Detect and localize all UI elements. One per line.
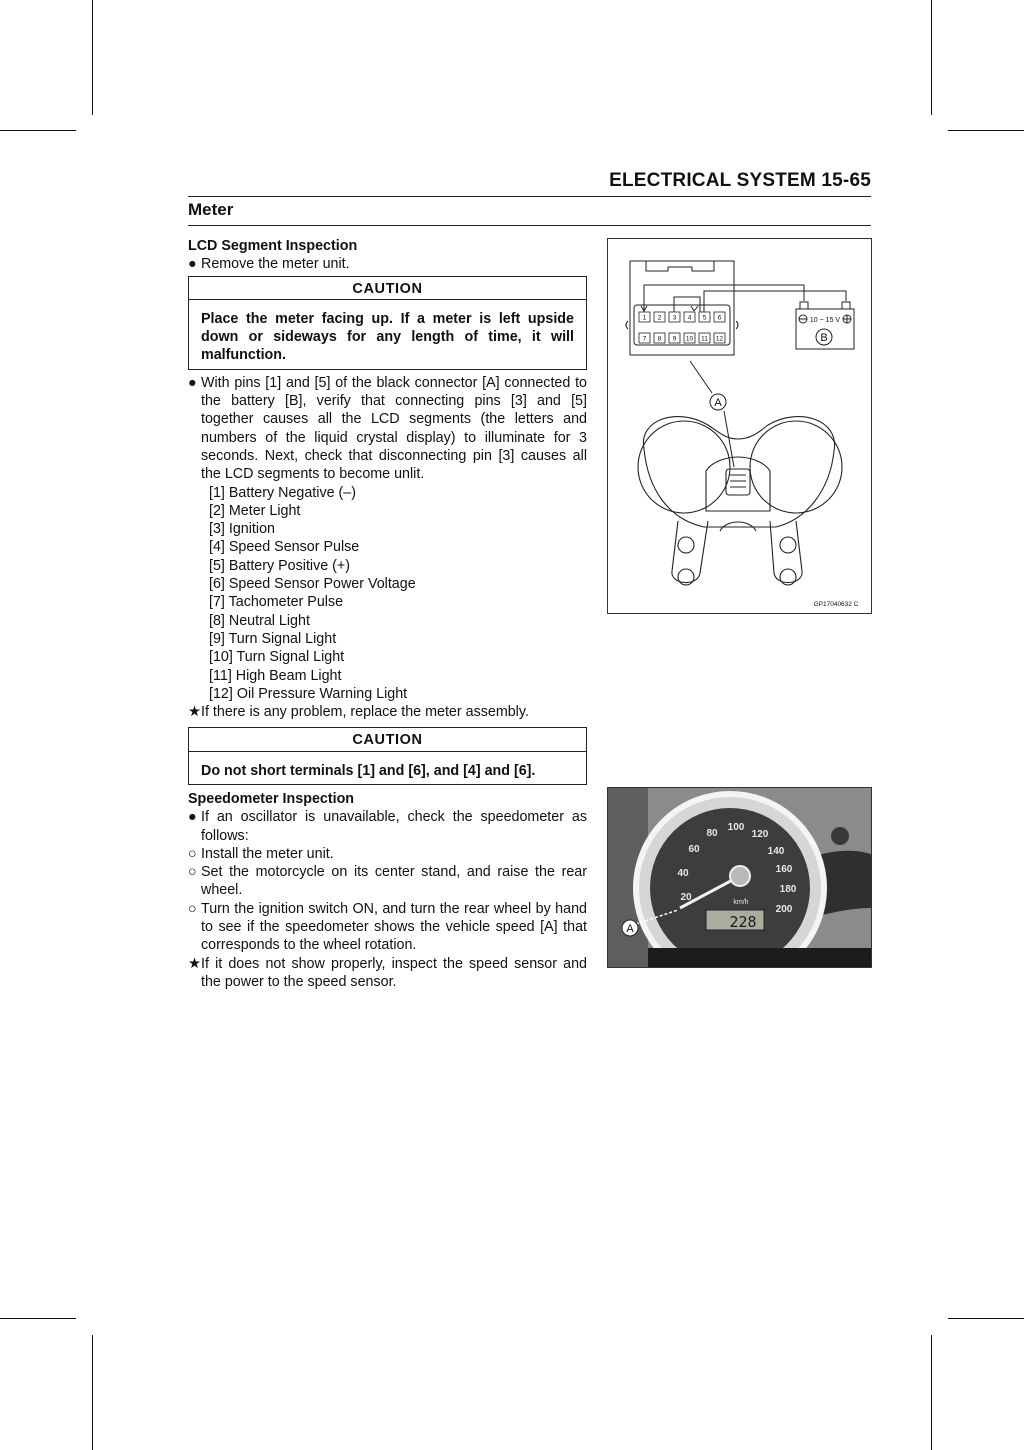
speedometer-photo xyxy=(608,788,871,967)
caution-label: CAUTION xyxy=(189,728,586,751)
lcd-step-1 xyxy=(188,255,587,273)
dial-number: 60 xyxy=(688,844,700,855)
crop-mark xyxy=(931,0,932,115)
lcd-step-3 xyxy=(188,703,587,721)
pin-item: [5] Battery Positive (+) xyxy=(209,557,351,574)
pin-number: 1 xyxy=(642,314,647,322)
pin-item: [6] Speed Sensor Power Voltage xyxy=(209,576,416,593)
bullet-marker: ● xyxy=(188,809,197,826)
crop-mark xyxy=(948,130,1024,131)
section-title: Meter xyxy=(188,200,234,219)
dial-number: 120 xyxy=(751,829,769,840)
pin-number: 4 xyxy=(687,314,692,322)
dial-number: 200 xyxy=(775,904,793,915)
pin-number: 11 xyxy=(701,335,708,343)
dial-number: 100 xyxy=(727,822,745,833)
pin-list xyxy=(188,484,587,704)
speedometer-inspection-section xyxy=(188,790,587,991)
speedometer-photo-figure xyxy=(607,787,872,968)
label-a: A xyxy=(714,397,722,409)
label-b: B xyxy=(820,332,828,344)
speedo-step-5-text: If it does not show properly, inspect the speed sensor and the power to the speed sensor. xyxy=(201,955,587,990)
lower-panel xyxy=(648,948,871,967)
crop-mark xyxy=(0,130,76,131)
circle-marker: ○ xyxy=(188,864,197,881)
pin-number: 8 xyxy=(657,335,662,343)
header-rule xyxy=(188,196,871,197)
pin-item: [8] Neutral Light xyxy=(209,612,310,629)
crop-mark xyxy=(0,1318,76,1319)
pin-item: [1] Battery Negative (–) xyxy=(209,484,357,501)
page-header-title: ELECTRICAL SYSTEM 15-65 xyxy=(609,170,871,191)
leader-line xyxy=(690,361,712,393)
caution-box-1 xyxy=(188,276,587,370)
caution-label: CAUTION xyxy=(189,277,586,300)
pin-item: [10] Turn Signal Light xyxy=(209,649,345,666)
dial-number: 140 xyxy=(767,846,785,857)
figure-code: GP17040632 C xyxy=(813,601,859,608)
pin-item: [7] Tachometer Pulse xyxy=(209,594,344,611)
connector-wiring-figure xyxy=(607,238,872,614)
wiring-diagram xyxy=(608,239,871,613)
speedo-step-4-text: Turn the ignition switch ON, and turn the rear wheel by hand to see if the speedometer shows the vehicle speed [A] that corresponds to the wheel rotation. xyxy=(201,900,587,954)
connector-pins xyxy=(639,312,725,343)
lcd-step-2 xyxy=(188,374,587,484)
caution-text: Place the meter facing up. If a meter is left upside down or sideways for any length of time, it will malfunction. xyxy=(201,310,574,364)
lcd-step-1-text: Remove the meter unit. xyxy=(201,256,350,273)
pin-number: 2 xyxy=(657,314,662,322)
lcd-step-2-text: With pins [1] and [5] of the black connector [A] connected to the battery [B], verify that connecting pins [3] and [5] together causes all the LCD segments (the letters and numbers of the liquid crystal display) to illuminate for 3 seconds. Next, check that disconnecting pin [3] causes all the LCD segments to become unlit. xyxy=(201,374,587,483)
pin-item: [9] Turn Signal Light xyxy=(209,630,337,647)
circle-marker: ○ xyxy=(188,845,197,862)
pin-item: [12] Oil Pressure Warning Light xyxy=(209,685,408,702)
speedo-step-1 xyxy=(188,808,587,845)
caution-text: Do not short terminals [1] and [6], and [4] and [6]. xyxy=(201,762,536,779)
crop-mark xyxy=(931,1335,932,1450)
lcd-step-3-text: If there is any problem, replace the meter assembly. xyxy=(201,704,529,721)
speedo-step-3-text: Set the motorcycle on its center stand, and raise the rear wheel. xyxy=(201,864,587,899)
needle-hub xyxy=(730,866,750,886)
speedo-step-2 xyxy=(188,845,587,863)
pin-number: 10 xyxy=(685,335,694,343)
pin-number: 5 xyxy=(702,314,707,322)
crop-mark xyxy=(92,0,93,115)
dial-number: 80 xyxy=(706,828,718,839)
pin-number: 3 xyxy=(672,314,677,322)
speedo-step-1-text: If an oscillator is unavailable, check the speedometer as follows: xyxy=(201,809,587,844)
speedo-heading: Speedometer Inspection xyxy=(188,791,355,807)
battery-voltage-label: 10 ~ 15 V xyxy=(809,317,841,324)
dial-number: 160 xyxy=(775,864,793,875)
speedo-step-2-text: Install the meter unit. xyxy=(201,845,334,862)
lcd-inspection-section xyxy=(188,237,587,789)
pin-item: [4] Speed Sensor Pulse xyxy=(209,539,360,556)
pin-number: 12 xyxy=(715,335,724,343)
star-marker: ★ xyxy=(188,955,201,972)
caution-box-2 xyxy=(188,727,587,785)
crop-mark xyxy=(92,1335,93,1450)
bolt-icon xyxy=(831,827,849,845)
speedo-step-3 xyxy=(188,863,587,900)
circle-marker: ○ xyxy=(188,900,197,917)
star-marker: ★ xyxy=(188,704,201,721)
jumper-wires xyxy=(641,285,846,312)
pin-number: 7 xyxy=(642,335,647,343)
bullet-marker: ● xyxy=(188,256,197,273)
speedo-step-4 xyxy=(188,900,587,955)
dial-number: 40 xyxy=(677,868,689,879)
speedo-step-5 xyxy=(188,955,587,992)
bullet-marker: ● xyxy=(188,374,197,391)
crop-mark xyxy=(948,1318,1024,1319)
pin-item: [2] Meter Light xyxy=(209,502,301,519)
pin-item: [3] Ignition xyxy=(209,521,275,538)
pin-number: 6 xyxy=(717,314,722,322)
section-rule xyxy=(188,225,871,226)
meter-housing-icon xyxy=(638,417,842,585)
pin-item: [11] High Beam Light xyxy=(209,667,342,684)
dial-number: 180 xyxy=(779,884,797,895)
lcd-heading: LCD Segment Inspection xyxy=(188,238,358,254)
label-a: A xyxy=(626,923,634,935)
speed-unit: km/h xyxy=(733,899,749,906)
dial-number: 20 xyxy=(680,892,692,903)
lcd-reading: 228 xyxy=(729,913,757,931)
pin-number: 9 xyxy=(672,335,677,343)
